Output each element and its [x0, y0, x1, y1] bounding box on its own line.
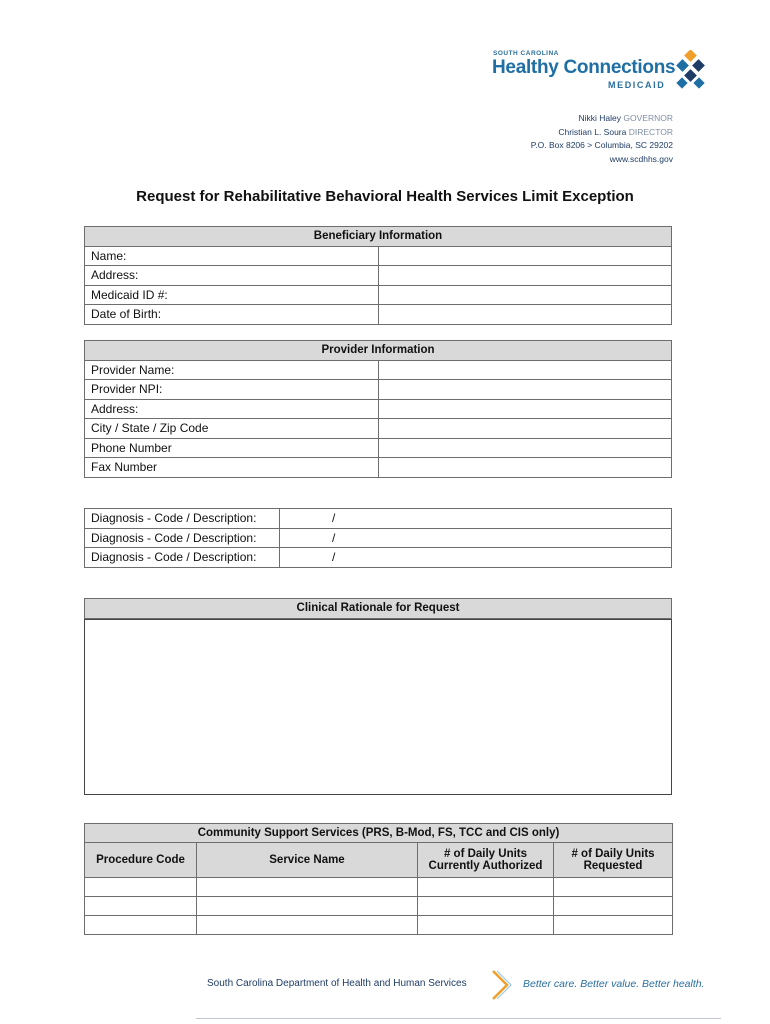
service-name-header: Service Name: [197, 843, 418, 878]
form-row: [85, 399, 672, 419]
form-row: [85, 305, 672, 325]
form-title: Request for Rehabilitative Behavioral Health Services Limit Exception: [136, 188, 634, 205]
diagnosis-label-3: Diagnosis - Code / Description:: [85, 548, 280, 568]
units-requested-cell[interactable]: [554, 878, 673, 897]
clinical-rationale-header: [84, 598, 672, 619]
provider-table: [84, 340, 672, 478]
form-row: [85, 548, 672, 568]
date-of-birth-label: Date of Birth:: [85, 305, 379, 325]
phone-number-label: Phone Number: [85, 438, 379, 458]
service-name-cell[interactable]: [197, 878, 418, 897]
governor-title: GOVERNOR: [623, 113, 673, 123]
form-row: [85, 438, 672, 458]
form-row: [85, 246, 672, 266]
beneficiary-name-field[interactable]: [378, 246, 672, 266]
procedure-code-header: Procedure Code: [85, 843, 197, 878]
fax-number-field[interactable]: [378, 458, 672, 478]
units-authorized-cell[interactable]: [418, 878, 554, 897]
footer-tagline: Better care. Better value. Better health.: [523, 978, 705, 990]
logo-name: Healthy Connections: [492, 57, 676, 78]
beneficiary-address-field[interactable]: [378, 266, 672, 286]
diagnosis-label-2: Diagnosis - Code / Description:: [85, 528, 280, 548]
services-heading: Community Support Services (PRS, B-Mod, FS, TCC and CIS only): [85, 824, 673, 843]
agency-website[interactable]: www.scdhhs.gov: [609, 153, 673, 164]
chevron-right-icon: [489, 969, 513, 1001]
beneficiary-table: [84, 226, 672, 325]
form-row: [85, 458, 672, 478]
logo-program: MEDICAID: [608, 80, 666, 90]
units-requested-header: # of Daily Units Requested: [554, 843, 673, 878]
diagnosis-table: [84, 508, 672, 568]
beneficiary-address-label: Address:: [85, 266, 379, 286]
diagnosis-label-1: Diagnosis - Code / Description:: [85, 509, 280, 529]
director-title: DIRECTOR: [628, 126, 673, 137]
date-of-birth-field[interactable]: [378, 305, 672, 325]
table-row: [85, 916, 673, 935]
clinical-rationale-heading: Clinical Rationale for Request: [85, 599, 672, 619]
footer-org-name: South Carolina Department of Health and Human Services: [207, 978, 467, 989]
units-requested-cell[interactable]: [554, 916, 673, 935]
procedure-code-cell[interactable]: [85, 878, 197, 897]
provider-address-label: Address:: [85, 399, 379, 419]
fax-number-label: Fax Number: [85, 458, 379, 478]
units-authorized-header: # of Daily Units Currently Authorized: [418, 843, 554, 878]
diagnosis-field-3[interactable]: /: [280, 548, 672, 568]
logo-state: SOUTH CAROLINA: [493, 50, 559, 57]
medicaid-id-field[interactable]: [378, 285, 672, 305]
procedure-code-cell[interactable]: [85, 897, 197, 916]
form-row: [85, 380, 672, 400]
table-row: [85, 897, 673, 916]
footer-divider: [196, 1018, 721, 1019]
director-name: Christian L. Soura: [558, 126, 627, 137]
logo-mark-icon: [676, 50, 710, 90]
form-row: [85, 266, 672, 286]
form-row: [85, 528, 672, 548]
medicaid-id-label: Medicaid ID #:: [85, 285, 379, 305]
phone-number-field[interactable]: [378, 438, 672, 458]
diagnosis-field-1[interactable]: /: [280, 509, 672, 529]
provider-npi-label: Provider NPI:: [85, 380, 379, 400]
clinical-rationale-textarea[interactable]: [84, 619, 672, 795]
provider-npi-field[interactable]: [378, 380, 672, 400]
provider-name-field[interactable]: [378, 360, 672, 380]
form-row: [85, 360, 672, 380]
form-row: [85, 285, 672, 305]
units-requested-cell[interactable]: [554, 897, 673, 916]
provider-heading: Provider Information: [85, 341, 672, 361]
city-state-zip-label: City / State / Zip Code: [85, 419, 379, 439]
form-row: [85, 509, 672, 529]
governor-name: Nikki Haley: [578, 113, 622, 123]
provider-address-field[interactable]: [378, 399, 672, 419]
service-name-cell[interactable]: [197, 916, 418, 935]
units-authorized-cell[interactable]: [418, 916, 554, 935]
service-name-cell[interactable]: [197, 897, 418, 916]
diagnosis-field-2[interactable]: /: [280, 528, 672, 548]
beneficiary-name-label: Name:: [85, 246, 379, 266]
healthy-connections-logo: [490, 48, 720, 94]
beneficiary-heading: Beneficiary Information: [85, 227, 672, 247]
services-table: [84, 823, 673, 935]
agency-contact-block: [531, 112, 673, 166]
provider-name-label: Provider Name:: [85, 360, 379, 380]
form-row: [85, 419, 672, 439]
units-authorized-cell[interactable]: [418, 897, 554, 916]
agency-address: P.O. Box 8206 > Columbia, SC 29202: [530, 140, 673, 150]
procedure-code-cell[interactable]: [85, 916, 197, 935]
table-row: [85, 878, 673, 897]
city-state-zip-field[interactable]: [378, 419, 672, 439]
